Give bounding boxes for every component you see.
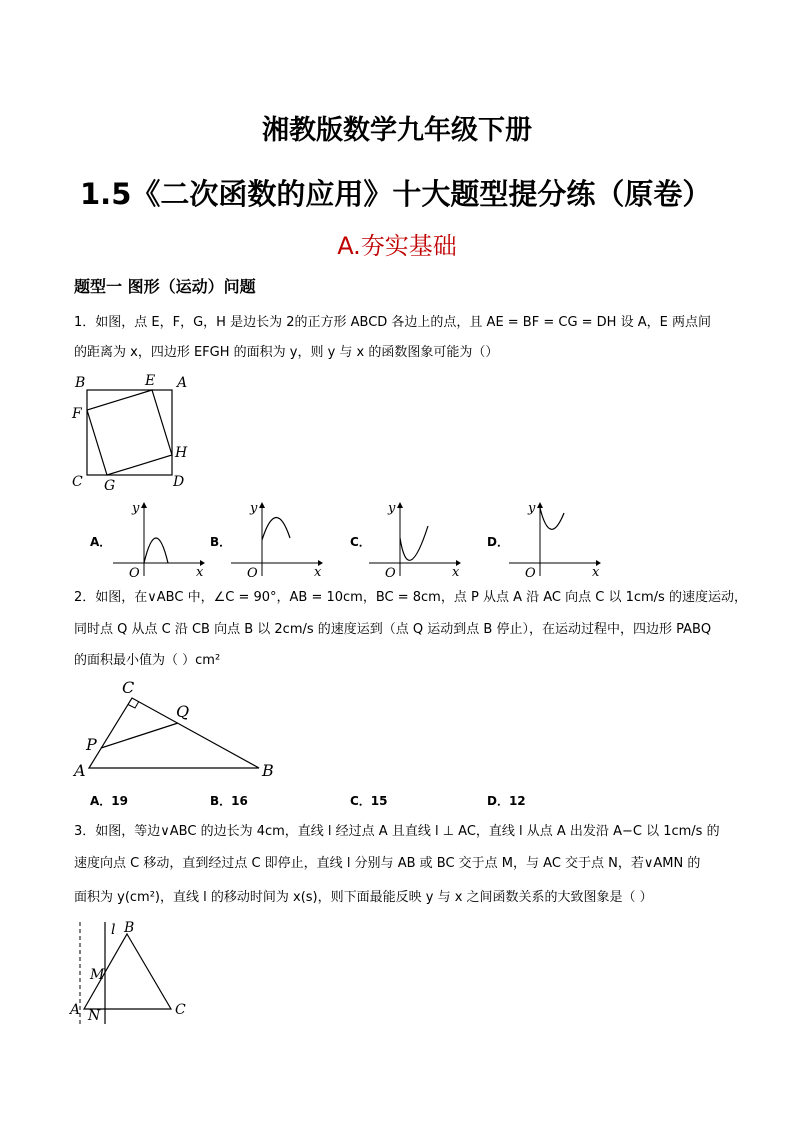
q2-option-d: D．12 xyxy=(487,794,526,808)
q3-text-line2: 速度向点 C 移动，直到经过点 C 即停止，直线 l 分别与 AB 或 BC 交于点 M，与 AC 交于点 N，若∨AMN 的 xyxy=(74,856,701,871)
label-c: C xyxy=(72,474,83,490)
triangle-abc xyxy=(89,698,259,768)
q1-option-c-label: C． xyxy=(350,535,371,549)
square-abcd xyxy=(87,390,172,475)
q2-option-c: C．15 xyxy=(350,794,388,808)
label-c: C xyxy=(175,1002,186,1018)
axis-x-label: x xyxy=(196,565,204,580)
origin-label: O xyxy=(247,566,258,580)
label-e: E xyxy=(145,373,156,389)
q2-option-a: A．19 xyxy=(90,794,128,808)
curve-a xyxy=(144,538,168,563)
label-b: B xyxy=(75,375,86,391)
label-d: D xyxy=(173,474,185,490)
q1-option-b-label: B． xyxy=(210,535,232,549)
segment-pq xyxy=(101,723,178,748)
axis-y-label: y xyxy=(388,501,396,516)
q1-option-a-label: A． xyxy=(90,535,112,549)
axis-x-label: x xyxy=(592,565,600,580)
label-h: H xyxy=(175,445,188,461)
q2-text-line2: 同时点 Q 从点 C 沿 CB 向点 B 以 2cm/s 的速度运到（点 Q 运动到点 B 停止），在运动过程中，四边形 PABQ xyxy=(74,622,712,637)
label-a: A xyxy=(70,1002,81,1018)
document-subtitle: 1.5《二次函数的应用》十大题型提分练（原卷） xyxy=(80,177,712,211)
axis-y-label: y xyxy=(132,501,140,516)
q1-option-b-graph xyxy=(226,498,326,580)
origin-label: O xyxy=(525,566,536,580)
label-q: Q xyxy=(176,702,190,721)
label-a: A xyxy=(74,761,86,780)
label-l: l xyxy=(111,922,116,938)
q1-option-c-graph xyxy=(364,498,464,580)
q1-text-line2: 的距离为 x，四边形 EFGH 的面积为 y，则 y 与 x 的函数图象可能为（） xyxy=(74,345,499,360)
document-title: 湘教版数学九年级下册 xyxy=(262,115,532,146)
origin-label: O xyxy=(385,566,396,580)
curve-b xyxy=(262,517,290,540)
section-heading: A.夯实基础 xyxy=(337,232,457,260)
q3-text-line1: 3．如图，等边∨ABC 的边长为 4cm，直线 l 经过点 A 且直线 l ⊥ AC，直线 l 从点 A 出发沿 A−C 以 1cm/s 的 xyxy=(74,824,720,839)
q1-option-a-graph xyxy=(108,498,208,580)
q1-text-line1: 1．如图，点 E，F，G，H 是边长为 2的正方形 ABCD 各边上的点，且 AE = BF = CG = DH 设 A，E 两点间 xyxy=(74,315,711,330)
quad-efgh xyxy=(87,390,172,475)
label-a: A xyxy=(177,375,188,391)
q1-option-d-graph xyxy=(504,498,604,580)
label-b: B xyxy=(124,920,135,936)
axis-y-label: y xyxy=(528,501,536,516)
label-f: F xyxy=(72,406,82,422)
origin-label: O xyxy=(129,566,140,580)
topic-heading: 题型一 图形（运动）问题 xyxy=(74,277,256,296)
label-g: G xyxy=(104,478,116,494)
q3-text-line3: 面积为 y(cm²)，直线 l 的移动时间为 x(s)，则下面最能反映 y 与 x 之间函数关系的大致图象是（ ） xyxy=(74,890,653,905)
curve-d xyxy=(540,508,564,529)
label-p: P xyxy=(86,735,97,754)
q1-square-figure xyxy=(70,370,200,495)
q1-option-d-label: D． xyxy=(487,535,509,549)
q2-option-b: B．16 xyxy=(210,794,248,808)
label-n: N xyxy=(88,1008,101,1024)
q2-text-line1: 2．如图，在∨ABC 中，∠C = 90°，AB = 10cm，BC = 8cm，点 P 从点 A 沿 AC 向点 C 以 1cm/s 的速度运动， xyxy=(74,590,747,605)
axis-x-label: x xyxy=(314,565,322,580)
q2-triangle-figure xyxy=(70,676,290,782)
axis-x-label: x xyxy=(452,565,460,580)
axis-y-label: y xyxy=(250,501,258,516)
label-m: M xyxy=(90,967,105,983)
label-b: B xyxy=(262,761,274,780)
label-c: C xyxy=(122,678,135,697)
q2-text-line3: 的面积最小值为（ ）cm² xyxy=(74,653,221,668)
q3-equilateral-figure xyxy=(66,916,206,1028)
curve-c xyxy=(400,526,428,560)
